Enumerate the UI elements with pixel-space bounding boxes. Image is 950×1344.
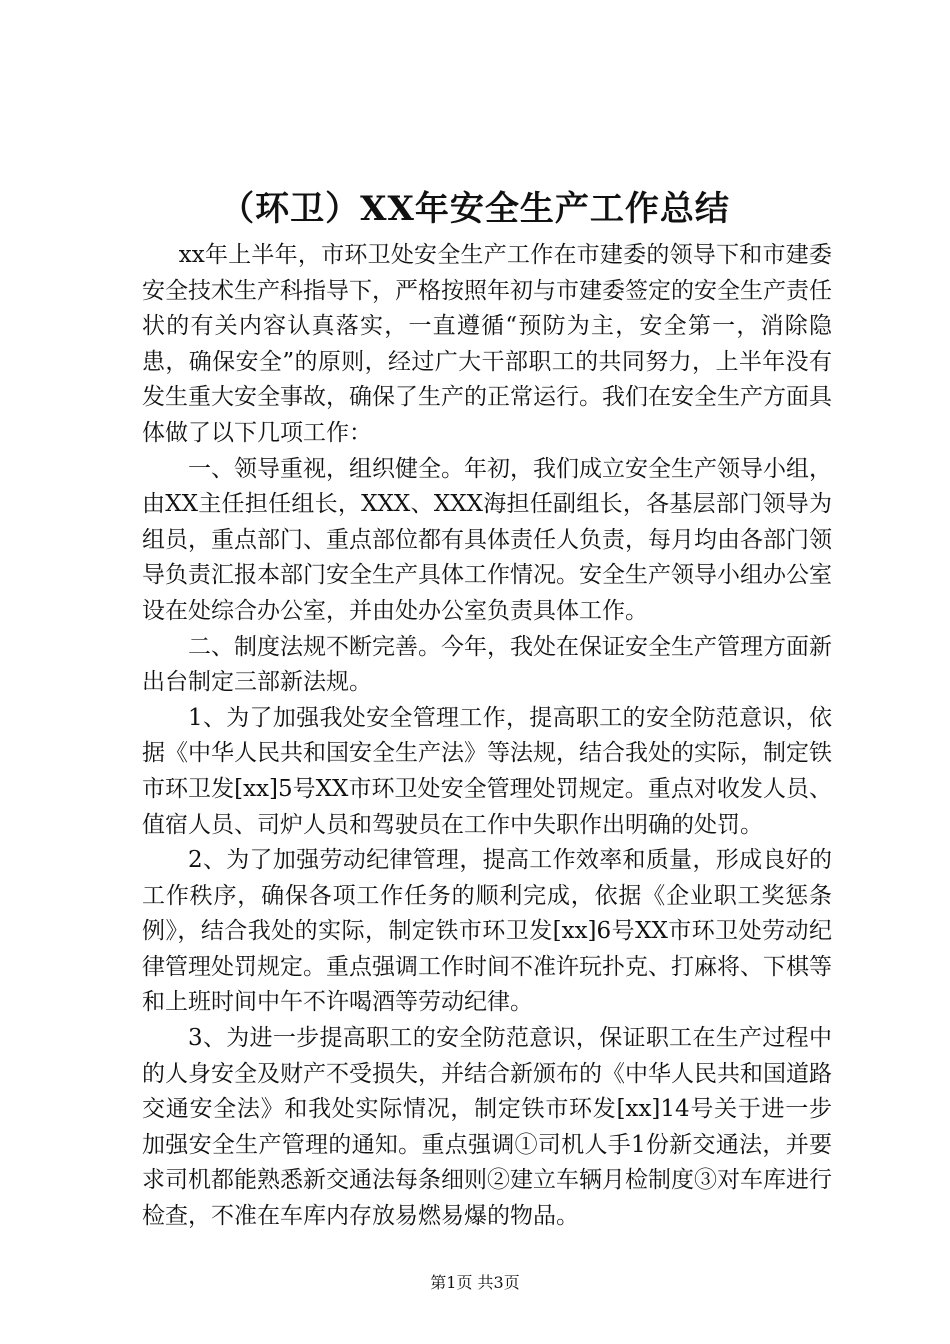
paragraph-item-1: 1、为了加强我处安全管理工作，提高职工的安全防范意识，依据《中华人民共和国安全生产法》等法规，结合我处的实际，制定铁市环卫发[xx]5号XX市环卫处安全管理处罚规定。重点对收发人员、值宿人员、司炉人员和驾驶员在工作中失职作出明确的处罚。 xyxy=(142,704,832,838)
paragraph-item-2: 2、为了加强劳动纪律管理，提高工作效率和质量，形成良好的工作秩序，确保各项工作任务的顺利完成，依据《企业职工奖惩条例》，结合我处的实际，制定铁市环卫发[xx]6号XX市环卫处劳动纪律管理处罚规定。重点强调工作时间不准许玩扑克、打麻将、下棋等和上班时间中午不许喝酒等劳动纪律。 xyxy=(142,847,832,1016)
document-body xyxy=(142,238,832,1235)
page-number: 第1页 共3页 xyxy=(430,1273,520,1292)
paragraph-item-3: 3、为进一步提高职工的安全防范意识，保证职工在生产过程中的人身安全及财产不受损失，并结合新颁布的《中华人民共和国道路交通安全法》和我处实际情况，制定铁市环发[xx]14号关于进一步加强安全生产管理的通知。重点强调①司机人手1份新交通法，并要求司机都能熟悉新交通法每条细则②建立车辆月检制度③对车库进行检查，不准在车库内存放易燃易爆的物品。 xyxy=(142,1025,832,1230)
paragraph-section-2: 二、制度法规不断完善。今年，我处在保证安全生产管理方面新出台制定三部新法规。 xyxy=(142,633,832,696)
paragraph-intro: xx年上半年，市环卫处安全生产工作在市建委的领导下和市建委安全技术生产科指导下，严格按照年初与市建委签定的安全生产责任状的有关内容认真落实，一直遵循“预防为主，安全第一，消除隐患，确保安全”的原则，经过广大干部职工的共同努力，上半年没有发生重大安全事故，确保了生产的正常运行。我们在安全生产方面具体做了以下几项工作： xyxy=(142,242,832,446)
paragraph-section-1: 一、领导重视，组织健全。年初，我们成立安全生产领导小组，由XX主任担任组长，XXX、XXX海担任副组长，各基层部门领导为组员，重点部门、重点部位都有具体责任人负责，每月均由各部门领导负责汇报本部门安全生产具体工作情况。安全生产领导小组办公室设在处综合办公室，并由处办公室负责具体工作。 xyxy=(142,455,832,624)
document-title: （环卫）XX年安全生产工作总结 xyxy=(220,189,730,229)
